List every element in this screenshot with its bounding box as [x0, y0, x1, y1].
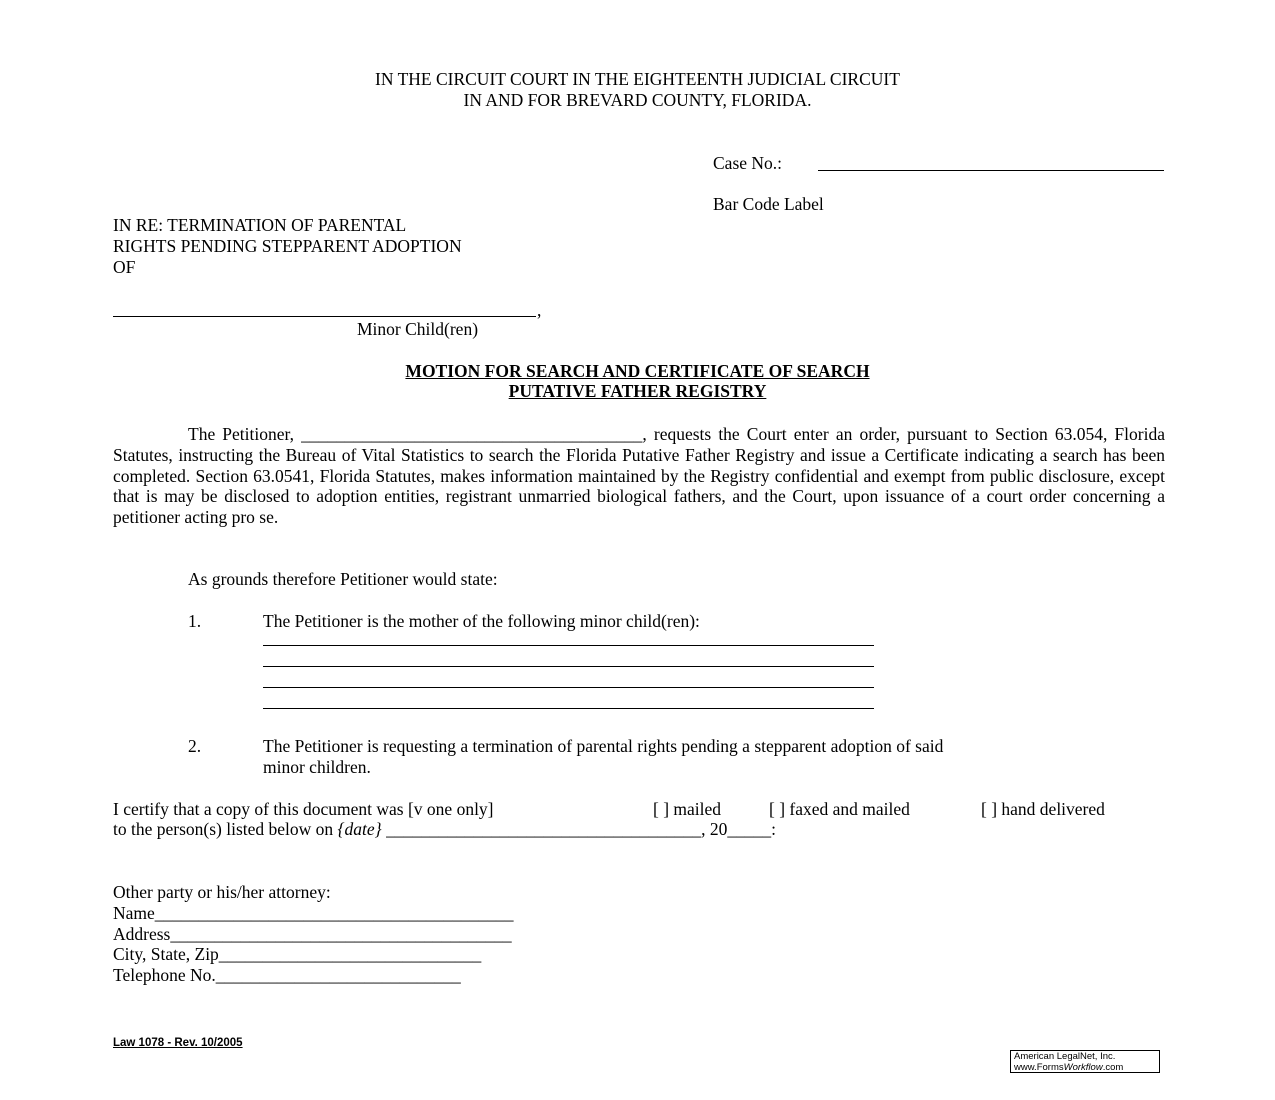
law-form-code: Law 1078 - Rev. 10/2005 [113, 1037, 243, 1049]
item2-line1: The Petitioner is requesting a termination of parental rights pending a stepparent adoption of said [263, 736, 944, 756]
mailed-checkbox[interactable]: [ ] mailed [653, 799, 722, 819]
other-party-city-field[interactable]: City, State, Zip______________________________ [113, 944, 482, 964]
item1-number: 1. [188, 611, 202, 631]
date-label: {date} [337, 819, 382, 839]
barcode-label: Bar Code Label [713, 194, 824, 214]
other-party-telephone-field[interactable]: Telephone No.____________________________ [113, 965, 461, 985]
court-name-line1: IN THE CIRCUIT COURT IN THE EIGHTEENTH JUDICIAL CIRCUIT [375, 69, 900, 89]
in-re-line2: RIGHTS PENDING STEPPARENT ADOPTION [113, 236, 462, 256]
item2-number: 2. [188, 736, 202, 756]
brand-workflow: Workflow [1063, 1061, 1103, 1073]
date-field[interactable]: ____________________________________, 20_____: [381, 819, 776, 839]
case-number-field[interactable] [818, 170, 1164, 171]
child-name-field-3[interactable] [263, 687, 874, 688]
minor-child-name-field[interactable] [113, 316, 536, 317]
case-number-label: Case No.: [713, 153, 783, 173]
petitioner-name-field[interactable]: _______________________________________ [301, 424, 643, 444]
in-re-line3: OF [113, 257, 136, 277]
petitioner-rest: , requests the Court enter an order, pursuant to Section 63.054, Florida Statutes, instructing the Bureau of Vital Statistics to search the Florida Putative Father Registry and issue a Certificate indicating a search has been completed. Section 63.0541, Florida Statutes, makes information maintained by the Registry confidential and exempt from public disclosure, except that is may be disclosed to adoption entities, registrant unmarried biological fathers, and the Court, upon issuance of a court order concerning a petitioner acting pro se. [113, 424, 1165, 528]
brand-line1: American LegalNet, Inc. [1014, 1051, 1116, 1062]
brand-forms: www.Forms [1014, 1061, 1064, 1073]
court-name-line2: IN AND FOR BREVARD COUNTY, FLORIDA. [463, 90, 812, 110]
document-title-line1: MOTION FOR SEARCH AND CERTIFICATE OF SEARCH [405, 361, 870, 381]
minor-child-label: Minor Child(ren) [357, 319, 479, 339]
faxed-mailed-checkbox[interactable]: [ ] faxed and mailed [769, 799, 910, 819]
body-paragraph [113, 424, 1165, 528]
in-re-line1: IN RE: TERMINATION OF PARENTAL [113, 215, 407, 235]
certify-line2 [113, 819, 776, 840]
minor-child-comma: , [537, 300, 542, 320]
other-party-name-field[interactable]: Name_________________________________________ [113, 903, 514, 923]
brand-line2 [1014, 1063, 1156, 1074]
child-name-field-1[interactable] [263, 645, 874, 646]
other-party-heading: Other party or his/her attorney: [113, 882, 331, 902]
item1-text: The Petitioner is the mother of the following minor child(ren): [263, 611, 700, 631]
child-name-field-2[interactable] [263, 666, 874, 667]
other-party-address-field[interactable]: Address_______________________________________ [113, 924, 512, 944]
hand-delivered-checkbox[interactable]: [ ] hand delivered [981, 799, 1105, 819]
certify-prefix: I certify that a copy of this document was [v one only] [113, 799, 494, 819]
certify-line2-prefix: to the person(s) listed below on [113, 819, 338, 839]
petitioner-prefix: The Petitioner, [188, 424, 302, 444]
document-title-line2: PUTATIVE FATHER REGISTRY [508, 381, 767, 401]
child-name-field-4[interactable] [263, 708, 874, 709]
brand-com: .com [1102, 1061, 1124, 1073]
grounds-statement: As grounds therefore Petitioner would state: [188, 569, 498, 589]
brand-box [1010, 1050, 1160, 1073]
item2-line2: minor children. [263, 757, 371, 777]
